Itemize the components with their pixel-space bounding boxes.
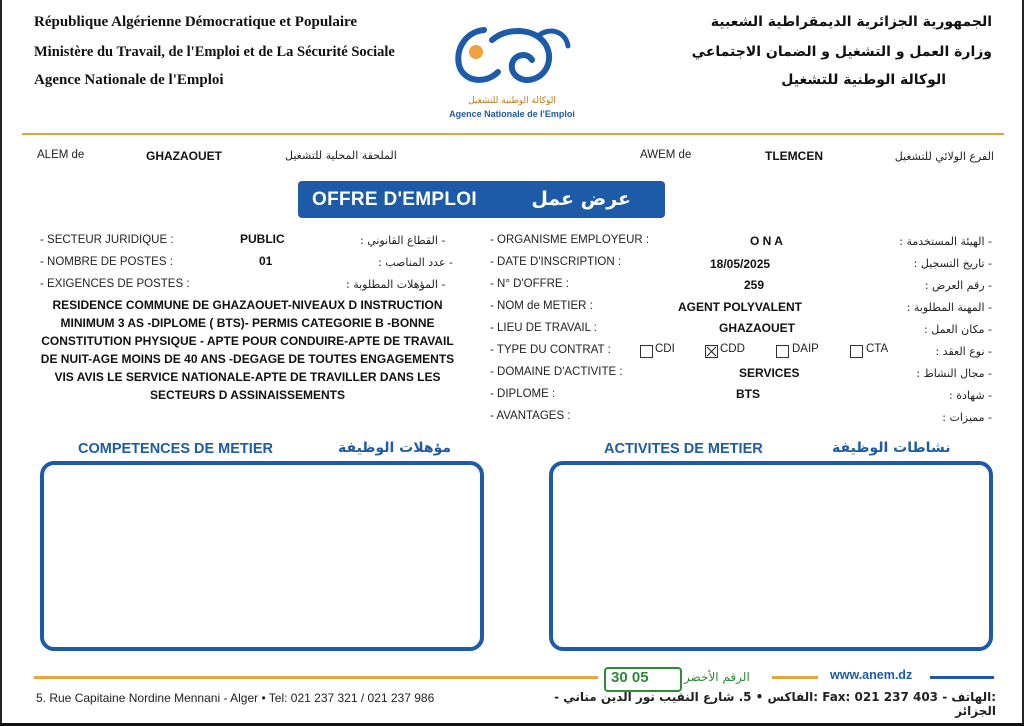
footer-orange-line — [34, 676, 598, 679]
competences-title: COMPETENCES DE METIER — [78, 441, 273, 457]
metier-label: - NOM de METIER : — [490, 300, 593, 312]
offer-title-bar — [298, 181, 665, 218]
alem-value: GHAZAOUET — [146, 149, 222, 163]
date-label-ar: - تاريخ التسجيل : — [913, 257, 992, 270]
postes-label-ar: - عدد المناصب : — [378, 256, 453, 269]
competences-title-ar: مؤهلات الوظيفة — [338, 440, 452, 456]
anem-logo — [446, 10, 578, 122]
contrat-daip-label: DAIP — [792, 343, 819, 355]
contrat-daip-checkbox[interactable] — [776, 345, 789, 358]
postes-label: - NOMBRE DE POSTES : — [40, 256, 173, 268]
exigences-label: - EXIGENCES DE POSTES : — [40, 278, 190, 290]
activites-title: ACTIVITES DE METIER — [604, 441, 763, 457]
secteur-value: PUBLIC — [240, 232, 285, 246]
offre-label-ar: - رقم العرض : — [924, 279, 992, 292]
footer-blue-line — [930, 676, 994, 679]
awem-label-ar: الفرع الولائي للتشغيل — [894, 150, 994, 163]
footer-orange-line-right — [772, 676, 818, 679]
header-divider — [22, 133, 1004, 135]
anem-logo-icon — [446, 10, 578, 100]
alem-label-ar: الملحقة المحلية للتشغيل — [285, 149, 397, 162]
footer-address-ar: :الهاتف - Fax: 021 237 403 :الفاكس • 5. شارع النقيب نور الدين مناني - الجزائر — [554, 690, 996, 718]
awem-value: TLEMCEN — [765, 149, 823, 163]
organisme-value: O N A — [750, 234, 783, 248]
contrat-cdd-label: CDD — [720, 343, 745, 355]
lieu-label-ar: - مكان العمل : — [924, 323, 992, 336]
header-fr-line1: République Algérienne Démocratique et Populaire — [34, 14, 358, 30]
green-number: 30 05 — [611, 669, 649, 686]
organisme-label: - ORGANISME EMPLOYEUR : — [490, 234, 650, 246]
domaine-label-ar: - مجال النشاط : — [916, 367, 992, 380]
awem-label: AWEM de — [640, 149, 692, 161]
date-value: 18/05/2025 — [710, 257, 771, 271]
offre-label: - N° D'OFFRE : — [490, 278, 569, 290]
contrat-cta-label: CTA — [866, 343, 889, 355]
contrat-cdd-checkbox[interactable] — [705, 345, 718, 358]
diplome-label: - DIPLOME : — [490, 388, 556, 400]
competences-box[interactable] — [40, 461, 484, 651]
date-label: - DATE D'INSCRIPTION : — [490, 256, 622, 268]
header-ar-line3: الوكالة الوطنية للتشغيل — [781, 72, 946, 88]
exigences-label-ar: - المؤهلات المطلوبة : — [346, 278, 446, 291]
domaine-label: - DOMAINE D'ACTIVITE : — [490, 366, 623, 378]
activites-title-ar: نشاطات الوظيفة — [832, 440, 951, 456]
contrat-cdi-label: CDI — [655, 343, 675, 355]
lieu-label: - LIEU DE TRAVAIL : — [490, 322, 597, 334]
metier-label-ar: - المهنة المطلوبة : — [906, 301, 992, 314]
avantages-label-ar: - مميزات : — [942, 411, 992, 424]
green-number-label-ar: الرقم الأخضر — [684, 670, 750, 684]
contrat-label: - TYPE DU CONTRAT : — [490, 344, 611, 356]
page-border-left — [0, 0, 2, 726]
footer-address-fr: 5. Rue Capitaine Nordine Mennani - Alger • Tel: 021 237 321 / 021 237 986 — [36, 691, 435, 705]
header-fr-line2: Ministère du Travail, de l'Emploi et de La Sécurité Sociale — [34, 44, 395, 60]
secteur-label: - SECTEUR JURIDIQUE : — [40, 234, 174, 246]
header-ar-line2: وزارة العمل و التشغيل و الضمان الاجتماعي — [691, 44, 992, 60]
header-fr-line3: Agence Nationale de l'Emploi — [34, 72, 224, 88]
avantages-label: - AVANTAGES : — [490, 410, 571, 422]
contrat-label-ar: - نوع العقد : — [935, 345, 992, 358]
header-ar-line1: الجمهورية الجزائرية الديمقراطية الشعبية — [710, 14, 992, 30]
domaine-value: SERVICES — [739, 366, 800, 380]
secteur-label-ar: - القطاع القانوني : — [360, 234, 446, 247]
logo-text-ar: الوكالة الوطنية للتشغيل — [468, 96, 556, 106]
contrat-cta-checkbox[interactable] — [850, 345, 863, 358]
website-link[interactable]: www.anem.dz — [830, 668, 913, 682]
lieu-value: GHAZAOUET — [719, 321, 795, 335]
activites-box[interactable] — [549, 461, 993, 651]
contrat-cdi-checkbox[interactable] — [640, 345, 653, 358]
alem-label: ALEM de — [37, 149, 85, 161]
diplome-label-ar: - شهادة : — [949, 389, 992, 402]
postes-value: 01 — [259, 254, 273, 268]
offer-title-fr: OFFRE D'EMPLOI — [312, 189, 477, 210]
exigences-text: RESIDENCE COMMUNE DE GHAZAOUET-NIVEAUX D INSTRUCTION MINIMUM 3 AS -DIPLOME ( BTS)- PERMIS CATEGORIE B -BONNE CONSTITUTION PHYSIQUE - APTE POUR CONDUIRE-APTE DE TRAVAIL DE NUIT-AGE MOINS DE 40 ANS -DEGAGE DE TOUTES ENGAGEMENTS VIS AVIS LE SERVICE NATIONALE-APTE DE TRAVILLER DANS LES SECTEURS D ASSINAISSEMENTS — [40, 298, 455, 402]
offer-title-ar: عرض عمل — [531, 188, 631, 210]
logo-text-fr: Agence Nationale de l'Emploi — [449, 109, 575, 119]
offre-value: 259 — [744, 278, 765, 292]
organisme-label-ar: - الهيئة المستخدمة : — [899, 235, 992, 248]
metier-value: AGENT POLYVALENT — [678, 300, 803, 314]
diplome-value: BTS — [736, 387, 760, 401]
